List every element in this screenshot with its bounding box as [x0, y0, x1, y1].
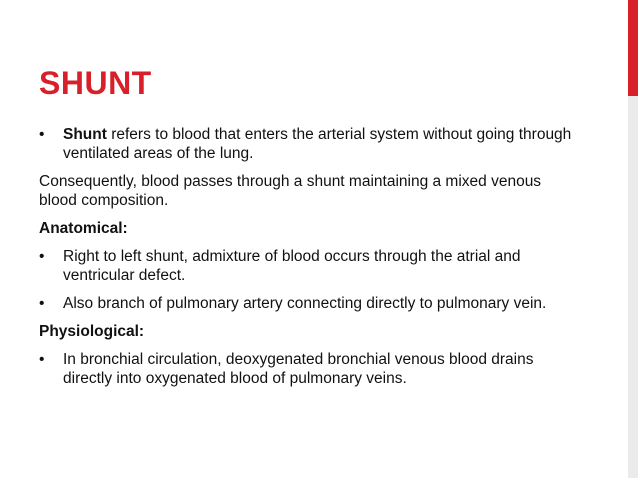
slide-body — [39, 125, 579, 397]
bullet-text: refers to blood that enters the arterial system without going through ventilated areas of the lung. — [63, 126, 572, 162]
slide-title: SHUNT — [39, 65, 152, 101]
bullet-icon: • — [39, 248, 45, 265]
bullet-text: In bronchial circulation, deoxygenated bronchial venous blood drains directly into oxygenated blood of pulmonary veins. — [63, 351, 534, 387]
bullet-text: Right to left shunt, admixture of blood occurs through the atrial and ventricular defect. — [63, 248, 521, 284]
bullet-item-bronchial-circulation — [39, 350, 579, 388]
heading-anatomical: Anatomical: — [39, 220, 128, 237]
paragraph-consequently: Consequently, blood passes through a shunt maintaining a mixed venous blood composition. — [39, 173, 542, 209]
bullet-item-right-to-left-shunt — [39, 247, 579, 285]
bullet-icon: • — [39, 351, 45, 368]
side-bar-accent — [628, 0, 638, 96]
bullet-icon: • — [39, 295, 45, 312]
bullet-bold-term: Shunt — [63, 126, 107, 143]
heading-physiological: Physiological: — [39, 323, 145, 340]
bullet-text: Also branch of pulmonary artery connecting directly to pulmonary vein. — [63, 295, 547, 312]
bullet-item-shunt-definition — [39, 125, 579, 163]
bullet-item-pulmonary-artery-branch — [39, 294, 579, 313]
bullet-icon: • — [39, 126, 45, 143]
